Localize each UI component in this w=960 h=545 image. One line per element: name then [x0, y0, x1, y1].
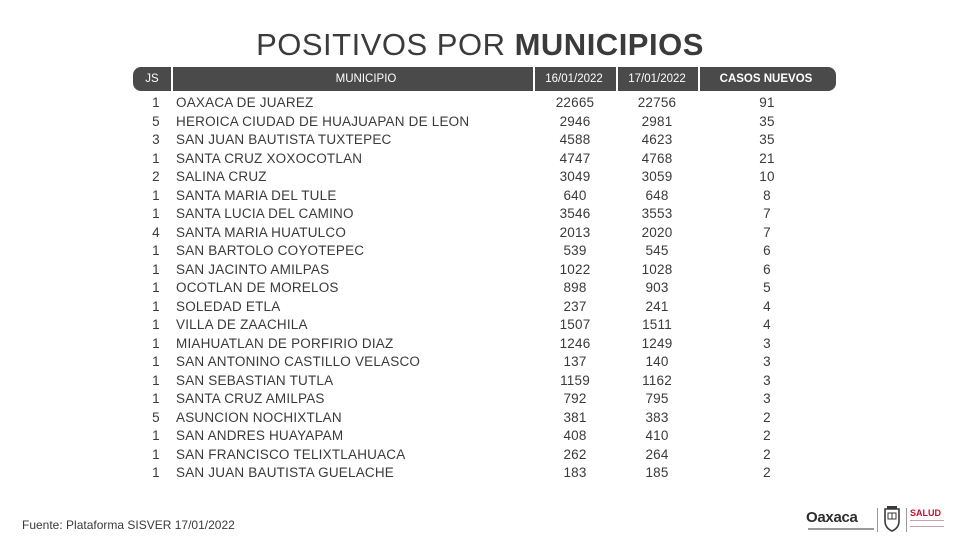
row-casos-nuevos: 3 [763, 391, 771, 406]
row-date-1-count: 640 [563, 187, 587, 203]
row-date-2-count: 22756 [637, 95, 677, 110]
row-casos-nuevos: 4 [763, 317, 771, 332]
page-title-bold: MUNICIPIOS [514, 27, 704, 62]
row-municipio: SANTA MARIA HUATULCO [176, 224, 347, 240]
table-row [0, 261, 960, 280]
row-municipio: SAN JUAN BAUTISTA TUXTEPEC [176, 132, 392, 147]
row-casos-nuevos: 2 [763, 409, 771, 425]
table-row [0, 242, 960, 261]
row-casos-nuevos: 35 [759, 113, 775, 129]
table-row [0, 353, 960, 372]
row-date-1-count: 408 [563, 428, 587, 443]
table-row [0, 205, 960, 224]
row-js: 3 [152, 132, 160, 147]
row-js: 1 [152, 150, 160, 166]
row-date-1-count: 539 [563, 243, 587, 258]
row-date-1-count: 1022 [559, 261, 591, 277]
row-casos-nuevos: 7 [763, 224, 771, 240]
row-date-1-count: 792 [563, 391, 587, 406]
row-js: 1 [152, 261, 160, 277]
header-date-2: 17/01/2022 [628, 73, 686, 85]
row-date-1-count: 3546 [559, 206, 591, 221]
row-js: 1 [152, 372, 160, 388]
row-date-2-count: 2020 [641, 224, 673, 240]
header-divider [698, 67, 700, 91]
header-casos-nuevos: CASOS NUEVOS [719, 73, 813, 85]
row-js: 5 [152, 113, 160, 129]
row-date-2-count: 3553 [641, 206, 673, 221]
row-casos-nuevos: 10 [759, 169, 775, 184]
row-date-2-count: 383 [645, 409, 669, 425]
row-municipio: SANTA CRUZ XOXOCOTLAN [176, 150, 363, 166]
row-js: 5 [152, 409, 160, 425]
row-date-2-count: 185 [645, 465, 669, 480]
row-date-2-count: 1511 [642, 317, 672, 332]
row-js: 1 [152, 95, 160, 110]
row-casos-nuevos: 21 [759, 150, 775, 166]
row-date-2-count: 140 [645, 354, 669, 369]
row-js: 2 [152, 169, 160, 184]
row-casos-nuevos: 3 [763, 354, 771, 369]
row-date-1-count: 1507 [559, 317, 591, 332]
row-casos-nuevos: 7 [763, 206, 771, 221]
row-date-1-count: 2946 [559, 113, 591, 129]
row-casos-nuevos: 2 [763, 428, 771, 443]
table-row [0, 168, 960, 187]
table-row [0, 427, 960, 446]
table-row [0, 335, 960, 354]
row-js: 1 [152, 243, 160, 258]
row-casos-nuevos: 3 [763, 372, 771, 388]
salud-logo-underline [910, 520, 944, 527]
row-js: 1 [152, 280, 160, 295]
state-seal-icon [882, 506, 902, 532]
source-note: Fuente: Plataforma SISVER 17/01/2022 [22, 518, 235, 532]
table-row [0, 446, 960, 465]
table-row [0, 390, 960, 409]
row-municipio: SANTA MARIA DEL TULE [176, 187, 337, 203]
row-municipio: MIAHUATLAN DE PORFIRIO DIAZ [176, 335, 394, 351]
row-date-1-count: 137 [563, 354, 587, 369]
row-municipio: OAXACA DE JUAREZ [176, 95, 314, 110]
row-js: 1 [152, 317, 160, 332]
row-date-1-count: 2013 [559, 224, 591, 240]
row-casos-nuevos: 2 [763, 465, 771, 480]
row-date-2-count: 3059 [641, 169, 673, 184]
oaxaca-logo-underline [808, 528, 874, 530]
row-js: 1 [152, 298, 160, 314]
row-date-2-count: 4768 [641, 150, 673, 166]
row-municipio: SAN BARTOLO COYOTEPEC [176, 243, 365, 258]
table-row [0, 298, 960, 317]
oaxaca-logo: Oaxaca [806, 509, 858, 526]
row-date-1-count: 3049 [559, 169, 591, 184]
row-js: 1 [152, 465, 160, 480]
row-date-2-count: 903 [645, 280, 669, 295]
row-js: 4 [152, 224, 160, 240]
table-row [0, 409, 960, 428]
row-casos-nuevos: 35 [759, 132, 775, 147]
row-municipio: SAN FRANCISCO TELIXTLAHUACA [176, 446, 406, 462]
table-row [0, 150, 960, 169]
page-title [0, 26, 960, 64]
row-casos-nuevos: 2 [763, 446, 771, 462]
row-date-1-count: 4588 [559, 132, 591, 147]
row-casos-nuevos: 4 [763, 298, 771, 314]
table-body [0, 94, 960, 483]
footer-logos [806, 506, 946, 536]
table-header [133, 67, 836, 91]
row-date-2-count: 241 [645, 298, 669, 314]
header-js: JS [145, 73, 159, 85]
row-municipio: SAN ANTONINO CASTILLO VELASCO [176, 354, 421, 369]
row-municipio: VILLA DE ZAACHILA [176, 317, 308, 332]
row-js: 1 [152, 187, 160, 203]
row-casos-nuevos: 91 [759, 95, 775, 110]
row-date-2-count: 545 [645, 243, 669, 258]
row-date-2-count: 4623 [641, 132, 673, 147]
table-row [0, 131, 960, 150]
row-municipio: SALINA CRUZ [176, 169, 267, 184]
logo-divider [906, 508, 907, 532]
row-casos-nuevos: 5 [763, 280, 771, 295]
row-date-1-count: 1246 [559, 335, 591, 351]
row-date-2-count: 264 [645, 446, 669, 462]
table-row [0, 187, 960, 206]
table-row [0, 316, 960, 335]
row-date-2-count: 1162 [642, 372, 672, 388]
row-casos-nuevos: 8 [763, 187, 771, 203]
row-date-1-count: 262 [563, 446, 587, 462]
row-js: 1 [152, 428, 160, 443]
row-casos-nuevos: 6 [763, 243, 771, 258]
row-date-1-count: 898 [563, 280, 587, 295]
row-js: 1 [152, 391, 160, 406]
header-municipio: MUNICIPIO [335, 73, 397, 85]
row-js: 1 [152, 335, 160, 351]
table-row [0, 372, 960, 391]
row-date-1-count: 381 [563, 409, 587, 425]
row-date-2-count: 410 [645, 428, 669, 443]
row-municipio: SAN ANDRES HUAYAPAM [176, 428, 344, 443]
row-municipio: SAN JACINTO AMILPAS [176, 261, 330, 277]
row-date-1-count: 22665 [555, 95, 595, 110]
row-municipio: SAN SEBASTIAN TUTLA [176, 372, 334, 388]
row-date-2-count: 1028 [641, 261, 673, 277]
salud-logo: SALUD [910, 508, 941, 518]
row-date-1-count: 1159 [560, 372, 590, 388]
row-municipio: OCOTLAN DE MORELOS [176, 280, 339, 295]
page-title-light: POSITIVOS POR [256, 27, 515, 62]
row-js: 1 [152, 446, 160, 462]
row-js: 1 [152, 206, 160, 221]
row-municipio: SOLEDAD ETLA [176, 298, 281, 314]
row-municipio: SAN JUAN BAUTISTA GUELACHE [176, 465, 394, 480]
table-row [0, 224, 960, 243]
row-date-2-count: 795 [645, 391, 669, 406]
table-row [0, 464, 960, 483]
table-row [0, 113, 960, 132]
row-date-1-count: 183 [563, 465, 587, 480]
row-municipio: SANTA LUCIA DEL CAMINO [176, 206, 354, 221]
row-date-2-count: 648 [645, 187, 669, 203]
row-casos-nuevos: 3 [763, 335, 771, 351]
table-row [0, 94, 960, 113]
row-municipio: SANTA CRUZ AMILPAS [176, 391, 325, 406]
row-js: 1 [152, 354, 160, 369]
row-municipio: ASUNCION NOCHIXTLAN [176, 409, 342, 425]
row-date-1-count: 237 [563, 298, 587, 314]
row-date-1-count: 4747 [559, 150, 591, 166]
row-municipio: HEROICA CIUDAD DE HUAJUAPAN DE LEON [176, 113, 470, 129]
row-date-2-count: 2981 [641, 113, 673, 129]
row-casos-nuevos: 6 [763, 261, 771, 277]
logo-divider [877, 508, 878, 532]
table-row [0, 279, 960, 298]
header-date-1: 16/01/2022 [545, 73, 603, 85]
row-date-2-count: 1249 [641, 335, 673, 351]
